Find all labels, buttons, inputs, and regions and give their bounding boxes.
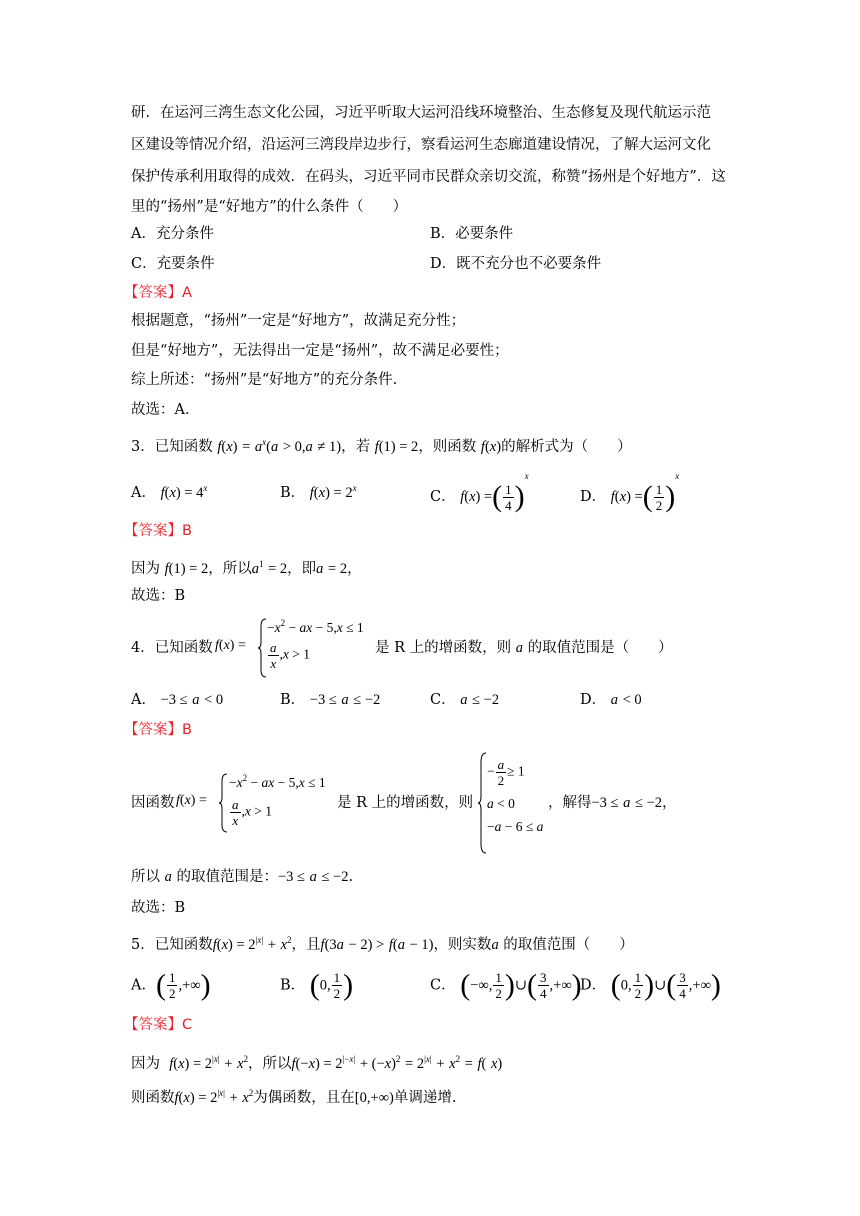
q2-option-d: D．既不充分也不必要条件: [430, 256, 602, 272]
q3-solution: 因为 f(1) = 2，所以$a^1 = 2$，即a = 2，: [131, 559, 362, 577]
q2-stem-line-3: 保护传承利用取得的成效．在码头，习近平同市民群众亲切交流，称赞“扬州是个好地方”．这: [131, 169, 726, 185]
q2-option-b: B．必要条件: [430, 226, 514, 242]
q4-sol-func-name: f(x) =: [176, 793, 207, 808]
q5-solution-1: 因为 $f(x) = 2^{|x|} + x^2$，所以$f(-x) = 2^{|-x|} + (-x)^2 = 2^{|x|} + x^2 = f$( x): [131, 1054, 503, 1072]
q3-option-c: C． f(x) =( $\frac{1}{4}$ )$^x$: [430, 471, 529, 513]
q3-option-d: D． f(x) =( $\frac{1}{2}$ )$^x$: [580, 471, 680, 513]
q4-sol-pre: 因函数: [131, 795, 175, 811]
q5-option-d: D． (0, $\frac{1}{2}$ )∪( $\frac{3}{4}$ ,+∞): [580, 968, 721, 1002]
q2-answer: 【答案】A: [124, 285, 192, 301]
q4-range: 所以 a 的取值范围是：−3 ≤ a ≤ −2.: [131, 869, 354, 885]
q2-solution-2: 但是“好地方”，无法得出一定是“扬州”，故不满足必要性；: [131, 343, 509, 359]
q4-choose: 故选：B: [131, 900, 186, 916]
q5-stem: 5．已知函数$f(x) = 2^{|x|} + x^2$，且f(3a − 2) > f(a − 1)，则实数a 的取值范围（ ）: [131, 935, 634, 953]
q5-option-a: A．( $\frac{1}{2}$ ,+∞): [131, 968, 211, 1002]
q4-cond-2: a < 0: [487, 796, 515, 811]
q4-sol-piece-1: $-x^2$ − ax − 5,x ≤ 1: [229, 773, 326, 790]
q5-solution-2: 则函数$f(x) = 2^{|x|} + x^2$为偶函数，且在[0,+∞)单调递增.: [131, 1088, 457, 1106]
q5-option-b: B． (0, $\frac{1}{2}$ ): [280, 968, 354, 1002]
q2-solution-3: 综上所述：“扬州”是“好地方”的充分条件.: [131, 372, 398, 388]
q4-option-a: A． −3 ≤ a < 0: [131, 692, 224, 708]
q2-solution-1: 根据题意，“扬州”一定是“好地方”，故满足充分性；: [131, 313, 466, 329]
q4-sol-post: ，解得−3 ≤ a ≤ −2，: [548, 795, 677, 811]
q5-option-c: C． (−∞, $\frac{1}{2}$ )∪( $\frac{3}{4}$ ,+∞): [430, 968, 582, 1002]
q2-stem-line-1: 研．在运河三湾生态文化公园，习近平听取大运河沿线环境整治、生态修复及现代航运示范: [131, 105, 711, 121]
q5-answer: 【答案】C: [124, 1017, 193, 1033]
q3-answer: 【答案】B: [124, 523, 192, 539]
q4-option-c: C． a ≤ −2: [430, 692, 500, 708]
q3-stem-mid2: ，则函数: [418, 439, 477, 455]
q4-cond-3: −a − 6 ≤ a: [487, 819, 544, 834]
q3-option-b: B． $f(x) = 2^x$: [280, 483, 357, 501]
q2-stem-line-2: 区建设等情况介绍，沿运河三湾段岸边步行，察看运河生态廊道建设情况，了解大运河文化: [131, 137, 711, 153]
q3-option-a: A． $f(x) = 4^x$: [131, 483, 208, 501]
q4-piece-2: $\frac{a}{x}$ ,x > 1: [270, 640, 310, 671]
q4-sol-piece-2: $\frac{a}{x}$ ,x > 1: [232, 797, 272, 828]
q4-stem-pre: 4．已知函数: [131, 640, 213, 656]
q2-option-c: C．充要条件: [131, 256, 215, 272]
q4-sol-mid: 是 R 上的增函数，则: [337, 795, 474, 811]
q3-stem-post: 的解析式为（ ）: [501, 439, 632, 455]
q4-stem-post: 是 R 上的增函数，则 a 的取值范围是（ ）: [375, 640, 673, 656]
q2-solution-4: 故选：A．: [131, 402, 200, 418]
q4-cond-1: − $\frac{a}{2}$ ≥ 1: [487, 757, 525, 788]
q4-sol-brace-1: [219, 773, 229, 833]
q4-option-b: B． −3 ≤ a ≤ −2: [280, 692, 381, 708]
q4-answer: 【答案】B: [124, 722, 192, 738]
q4-func-name: f(x) =: [215, 638, 246, 653]
q4-piece-1: $-x^2$ − ax − 5,x ≤ 1: [267, 618, 364, 635]
q2-stem-line-4: 里的“扬州”是“好地方”的什么条件（ ）: [131, 199, 408, 215]
q4-option-d: D． a < 0: [580, 692, 642, 708]
q2-option-a: A．充分条件: [131, 226, 214, 242]
q3-stem: 3．已知函数 $f(x) = a^x(a > 0,a \ne 1)$，若 f(1) = 2，则函数 f(x)的解析式为（ ）: [131, 437, 632, 455]
q3-choose: 故选：B: [131, 588, 186, 604]
q3-stem-pre: 3．已知函数: [131, 439, 213, 455]
q3-stem-mid: ，若: [341, 439, 371, 455]
